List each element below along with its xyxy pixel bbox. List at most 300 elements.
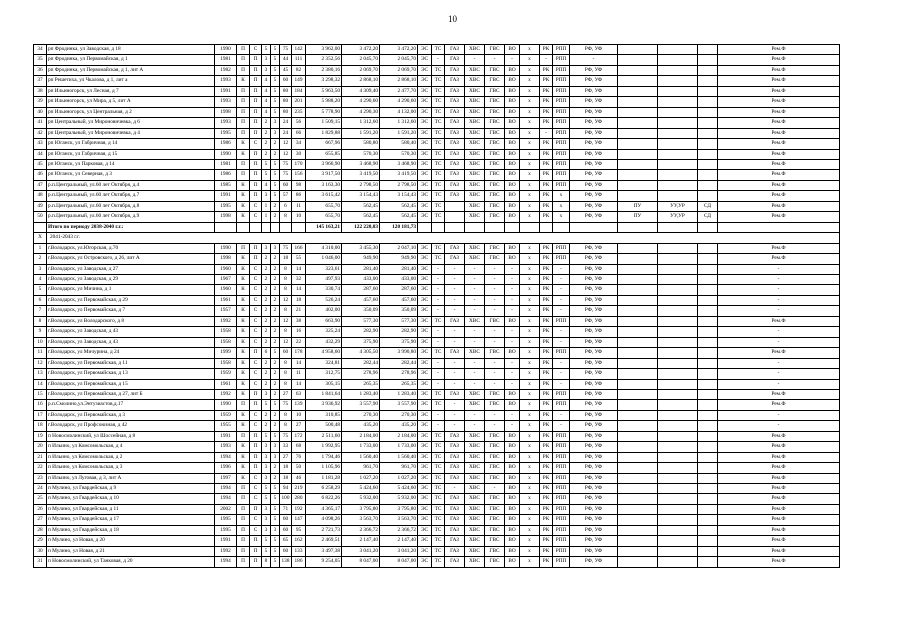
table-cell: х: [553, 191, 570, 201]
table-cell: РПП: [553, 400, 570, 410]
table-cell: 11: [34, 348, 47, 358]
table-cell: Рем.Ф: [718, 494, 840, 504]
table-cell: п Мулино, ул Гвардейская, д 17: [47, 515, 215, 525]
table-cell: -: [432, 337, 445, 347]
table-cell: ХВС: [465, 201, 485, 211]
table-cell: К: [237, 369, 250, 379]
table-cell: [658, 431, 698, 441]
table-cell: -: [718, 421, 840, 431]
table-cell: С: [250, 358, 262, 368]
table-cell: ЭС: [418, 107, 432, 117]
table-cell: ЭС: [418, 484, 432, 494]
table-cell: 2 184,00: [342, 431, 380, 441]
table-cell: РФ, УФ: [570, 295, 618, 305]
table-cell: 3: [34, 264, 47, 274]
table-cell: 86: [292, 191, 306, 201]
table-cell: 961,70: [380, 463, 418, 473]
table-row: [34, 379, 840, 389]
table-cell: С: [250, 327, 262, 337]
table-cell: 11: [292, 201, 306, 211]
table-cell: [618, 159, 658, 169]
table-cell: 2: [271, 369, 280, 379]
table-cell: ВО: [505, 45, 520, 55]
table-cell: х: [520, 431, 540, 441]
table-cell: 1 591,20: [342, 128, 380, 138]
table-cell: 4 958,60: [306, 348, 342, 358]
table-cell: х: [520, 170, 540, 180]
table-cell: ЭС: [418, 452, 432, 462]
table-cell: 1960: [215, 285, 237, 295]
table-cell: 44: [34, 149, 47, 159]
table-cell: РФ, УФ: [570, 212, 618, 222]
table-cell: -: [465, 295, 485, 305]
table-cell: ТС: [432, 65, 445, 75]
table-cell: 5: [271, 159, 280, 169]
table-cell: ГВС: [485, 65, 505, 75]
table-cell: [698, 358, 718, 368]
table-cell: [553, 222, 570, 232]
table-row: [34, 515, 840, 525]
table-cell: 1958: [215, 327, 237, 337]
table-cell: ЭС: [418, 400, 432, 410]
table-cell: 27: [34, 515, 47, 525]
table-cell: Итого по периоду 2038-2040 г.г.:: [47, 222, 215, 232]
table-cell: ТС: [432, 484, 445, 494]
table-cell: х: [520, 442, 540, 452]
table-cell: 323,61: [306, 264, 342, 274]
table-cell: 219: [292, 484, 306, 494]
table-cell: РФ, УФ: [570, 379, 618, 389]
table-cell: 2: [271, 327, 280, 337]
table-cell: ГАЗ: [445, 504, 465, 514]
table-cell: [618, 494, 658, 504]
table-cell: 961,70: [342, 463, 380, 473]
table-cell: ЭС: [418, 316, 432, 326]
table-cell: [698, 536, 718, 546]
table-cell: РК: [540, 515, 553, 525]
table-cell: 2: [271, 139, 280, 149]
table-cell: [658, 128, 698, 138]
table-cell: 2 469,51: [306, 536, 342, 546]
table-cell: х: [520, 546, 540, 556]
table-cell: [618, 337, 658, 347]
table-cell: 3 298,32: [306, 76, 342, 86]
table-cell: 281,40: [342, 264, 380, 274]
table-cell: ГАЗ: [445, 494, 465, 504]
table-cell: [658, 97, 698, 107]
table-cell: 8: [280, 212, 292, 222]
table-cell: [618, 254, 658, 264]
table-cell: 1992: [215, 546, 237, 556]
table-cell: -: [540, 128, 553, 138]
table-cell: ТС: [432, 452, 445, 462]
table-cell: ХВС: [465, 452, 485, 462]
table-cell: РФ, УФ: [570, 264, 618, 274]
table-cell: ТС: [432, 400, 445, 410]
table-cell: Рем.Ф: [718, 149, 840, 159]
table-cell: ЭС: [418, 442, 432, 452]
table-cell: ЭС: [418, 76, 432, 86]
table-cell: -: [718, 264, 840, 274]
table-cell: ЭС: [418, 369, 432, 379]
table-cell: 663,90: [306, 316, 342, 326]
table-cell: 330,74: [306, 285, 342, 295]
table-cell: ТС: [432, 546, 445, 556]
table-cell: 6: [34, 295, 47, 305]
table-cell: ВО: [505, 76, 520, 86]
table-cell: Рем.Ф: [718, 243, 840, 253]
table-cell: 2 798,50: [342, 180, 380, 190]
table-cell: 3 795,80: [342, 504, 380, 514]
table-cell: 1 181,28: [306, 473, 342, 483]
table-cell: ГВС: [485, 389, 505, 399]
table-cell: [698, 316, 718, 326]
table-cell: РФ, УФ: [570, 463, 618, 473]
table-cell: х: [520, 525, 540, 535]
table-cell: 6: [262, 348, 271, 358]
table-cell: Рем.Ф: [718, 201, 840, 211]
table-cell: РК: [540, 400, 553, 410]
table-cell: [698, 243, 718, 253]
table-cell: ЭС: [418, 45, 432, 55]
table-cell: 1996: [215, 463, 237, 473]
table-cell: 3: [262, 442, 271, 452]
table-cell: [698, 191, 718, 201]
table-row: [34, 410, 840, 420]
table-cell: ВО: [505, 348, 520, 358]
table-cell: 2: [262, 337, 271, 347]
table-cell: 1 560,40: [380, 452, 418, 462]
table-cell: 5: [271, 515, 280, 525]
table-cell: С: [250, 515, 262, 525]
table-cell: -: [505, 337, 520, 347]
table-cell: ГВС: [485, 180, 505, 190]
table-cell: ВО: [505, 463, 520, 473]
table-cell: 5: [262, 159, 271, 169]
table-cell: ХВС: [465, 65, 485, 75]
table-cell: П: [237, 494, 250, 504]
table-cell: 23: [34, 473, 47, 483]
table-cell: -: [505, 379, 520, 389]
table-cell: РФ, УФ: [570, 536, 618, 546]
table-cell: -: [432, 421, 445, 431]
table-row: [34, 159, 840, 169]
table-cell: [658, 389, 698, 399]
table-cell: Рем.Ф: [718, 128, 840, 138]
table-cell: 14: [34, 379, 47, 389]
table-cell: [698, 442, 718, 452]
table-cell: 15: [34, 389, 47, 399]
table-cell: [618, 139, 658, 149]
table-cell: Рем.Ф: [718, 212, 840, 222]
table-cell: РФ, УФ: [570, 139, 618, 149]
table-cell: [698, 421, 718, 431]
table-cell: 60: [280, 546, 292, 556]
table-cell: П: [250, 180, 262, 190]
table-cell: [658, 316, 698, 326]
table-cell: 3: [262, 504, 271, 514]
table-cell: 577,30: [380, 316, 418, 326]
table-cell: 8: [280, 306, 292, 316]
table-cell: 2: [262, 369, 271, 379]
table-cell: ХВС: [465, 348, 485, 358]
table-cell: [658, 76, 698, 86]
table-cell: [658, 180, 698, 190]
table-cell: 1 027,20: [342, 473, 380, 483]
table-cell: [618, 557, 658, 567]
table-cell: -: [465, 369, 485, 379]
table-cell: г.Володарск, ул Заводская, д 43: [47, 327, 215, 337]
table-cell: ГВС: [485, 76, 505, 86]
table-cell: х: [553, 201, 570, 211]
table-cell: [618, 389, 658, 399]
table-row: [34, 525, 840, 535]
table-cell: ГВС: [485, 525, 505, 535]
table-cell: 2: [262, 358, 271, 368]
table-cell: 526,24: [306, 295, 342, 305]
table-cell: 95: [292, 525, 306, 535]
table-cell: 4: [262, 86, 271, 96]
table-cell: 80: [280, 107, 292, 117]
table-cell: 5: [271, 557, 280, 567]
table-cell: 282,90: [380, 327, 418, 337]
table-cell: 5: [271, 86, 280, 96]
table-cell: г.Володарск, ул Первомайская, д 15: [47, 379, 215, 389]
table-cell: 75: [280, 45, 292, 55]
table-cell: [658, 243, 698, 253]
table-cell: Рем.Ф: [718, 254, 840, 264]
table-cell: -: [465, 264, 485, 274]
table-cell: [698, 107, 718, 117]
table-cell: ТС: [432, 191, 445, 201]
table-cell: 30: [34, 546, 47, 556]
table-cell: -: [505, 264, 520, 274]
table-cell: [658, 118, 698, 128]
table-cell: х: [520, 86, 540, 96]
table-cell: х: [520, 191, 540, 201]
table-cell: РФ, УФ: [570, 473, 618, 483]
table-cell: ГВС: [485, 442, 505, 452]
table-cell: [618, 484, 658, 494]
table-cell: РФ, УФ: [570, 201, 618, 211]
table-cell: [618, 348, 658, 358]
table-cell: П: [237, 128, 250, 138]
table-cell: 3: [262, 65, 271, 75]
table-cell: 2 147,40: [342, 536, 380, 546]
table-cell: Рем.Ф: [718, 97, 840, 107]
table-cell: 562,45: [380, 212, 418, 222]
table-cell: 1 591,20: [380, 128, 418, 138]
table-cell: [618, 327, 658, 337]
table-cell: 8: [280, 421, 292, 431]
table-cell: 570,30: [342, 149, 380, 159]
table-cell: г.Володарск, ул Первомайская, д 3: [47, 410, 215, 420]
table-cell: -: [432, 264, 445, 274]
table-cell: 2 380,16: [306, 65, 342, 75]
table-cell: Рем.Ф: [718, 180, 840, 190]
table-cell: РФ, УФ: [570, 285, 618, 295]
table-cell: [658, 536, 698, 546]
table-cell: ХВС: [465, 76, 485, 86]
table-cell: 5: [271, 484, 280, 494]
table-cell: -: [505, 369, 520, 379]
table-cell: [698, 306, 718, 316]
table-cell: [698, 484, 718, 494]
table-cell: [618, 421, 658, 431]
table-cell: -: [445, 264, 465, 274]
table-cell: -: [718, 295, 840, 305]
table-cell: 1999: [215, 348, 237, 358]
table-cell: ГАЗ: [445, 452, 465, 462]
table-cell: ГВС: [485, 107, 505, 117]
table-cell: РФ, УФ: [570, 107, 618, 117]
table-cell: х: [520, 254, 540, 264]
table-cell: 18: [280, 463, 292, 473]
table-row: [34, 421, 840, 431]
table-cell: -: [505, 327, 520, 337]
table-cell: 75: [280, 243, 292, 253]
table-row: [34, 546, 840, 556]
table-cell: 5: [271, 170, 280, 180]
table-cell: 3: [262, 463, 271, 473]
table-cell: ГВС: [485, 128, 505, 138]
table-cell: 5: [271, 76, 280, 86]
table-cell: П: [250, 243, 262, 253]
table-cell: 1994: [215, 494, 237, 504]
table-cell: 71: [280, 504, 292, 514]
table-cell: 34: [34, 45, 47, 55]
table-cell: СД: [698, 212, 718, 222]
table-cell: ГВС: [485, 348, 505, 358]
table-cell: ЭС: [418, 389, 432, 399]
table-cell: 57: [280, 191, 292, 201]
table-cell: 14: [292, 358, 306, 368]
table-cell: 570,30: [380, 149, 418, 159]
table-cell: 5: [262, 431, 271, 441]
table-cell: [618, 222, 658, 232]
table-cell: ВО: [505, 149, 520, 159]
table-cell: РК: [540, 327, 553, 337]
table-cell: 1995: [215, 515, 237, 525]
table-cell: РФ, УФ: [570, 316, 618, 326]
table-cell: х: [520, 504, 540, 514]
table-cell: -: [432, 358, 445, 368]
table-cell: [618, 369, 658, 379]
table-cell: ЭС: [418, 536, 432, 546]
table-cell: 17: [34, 410, 47, 420]
table-cell: п Мулино, ул Гвардейская, д 18: [47, 525, 215, 535]
table-cell: 18: [280, 254, 292, 264]
table-cell: РФ, УФ: [570, 327, 618, 337]
table-cell: 2: [271, 337, 280, 347]
table-cell: ТС: [432, 243, 445, 253]
table-cell: [618, 274, 658, 284]
table-cell: 1 829,88: [306, 128, 342, 138]
table-cell: ЭС: [418, 410, 432, 420]
table-cell: -: [445, 285, 465, 295]
table-cell: Рем.Ф: [718, 515, 840, 525]
table-cell: Рем.Ф: [718, 86, 840, 96]
table-cell: 8: [280, 327, 292, 337]
table-row: [34, 170, 840, 180]
table-cell: ГВС: [485, 557, 505, 567]
table-cell: [698, 463, 718, 473]
table-cell: 201: [292, 97, 306, 107]
table-cell: ЭС: [418, 525, 432, 535]
table-cell: [658, 484, 698, 494]
table-cell: р.п.Центральный, ул.60 лет Октября, д.9: [47, 212, 215, 222]
table-cell: рп Ильиногорск, ул Мира, д 5, лит А: [47, 97, 215, 107]
table-cell: ВО: [505, 484, 520, 494]
table-cell: ЭС: [418, 212, 432, 222]
table-cell: -: [445, 410, 465, 420]
table-cell: 45: [34, 159, 47, 169]
table-cell: 5: [262, 45, 271, 55]
table-cell: -: [718, 306, 840, 316]
table-cell: Рем.Ф: [718, 442, 840, 452]
table-cell: г.Володарск, ул Островского, д 26, лит А: [47, 254, 215, 264]
table-row: [34, 55, 840, 65]
table-cell: [658, 358, 698, 368]
table-cell: [445, 201, 465, 211]
table-cell: РК: [540, 536, 553, 546]
table-cell: С: [250, 421, 262, 431]
table-cell: ГАЗ: [445, 45, 465, 55]
table-cell: 457,60: [342, 295, 380, 305]
table-cell: ГВС: [485, 97, 505, 107]
table-cell: [618, 515, 658, 525]
table-cell: [618, 264, 658, 274]
table-cell: 94: [280, 484, 292, 494]
table-cell: ГВС: [485, 212, 505, 222]
table-cell: 1 027,20: [380, 473, 418, 483]
table-cell: 2: [271, 410, 280, 420]
table-cell: 270,30: [380, 410, 418, 420]
table-cell: 435,20: [342, 421, 380, 431]
table-cell: п Ильино, ул Комсомольская, д 2: [47, 452, 215, 462]
table-cell: -: [432, 295, 445, 305]
table-cell: х: [520, 45, 540, 55]
table-cell: [618, 306, 658, 316]
table-cell: 3 455,30: [342, 243, 380, 253]
table-cell: -: [445, 400, 465, 410]
table-cell: 12: [280, 337, 292, 347]
table-cell: г.Володарск, ул Заводская, д 27: [47, 264, 215, 274]
table-cell: 325,24: [306, 327, 342, 337]
table-cell: 2: [271, 295, 280, 305]
table-cell: К: [237, 421, 250, 431]
table-cell: ЭС: [418, 118, 432, 128]
table-cell: 8: [280, 274, 292, 284]
table-cell: 2: [271, 463, 280, 473]
table-cell: ЭС: [418, 494, 432, 504]
table-cell: х: [520, 369, 540, 379]
table-cell: ТС: [432, 431, 445, 441]
table-cell: РФ, УФ: [570, 128, 618, 138]
table-cell: ЭС: [418, 421, 432, 431]
table-cell: К: [237, 76, 250, 86]
table-row: [34, 254, 840, 264]
table-cell: РФ, УФ: [570, 97, 618, 107]
table-cell: РПП: [553, 463, 570, 473]
table-cell: 1991: [215, 191, 237, 201]
table-cell: 3 563,70: [342, 515, 380, 525]
table-cell: РФ, УФ: [570, 442, 618, 452]
table-cell: К: [237, 274, 250, 284]
table-cell: 24: [34, 484, 47, 494]
table-cell: ВО: [505, 400, 520, 410]
table-cell: 5: [271, 431, 280, 441]
